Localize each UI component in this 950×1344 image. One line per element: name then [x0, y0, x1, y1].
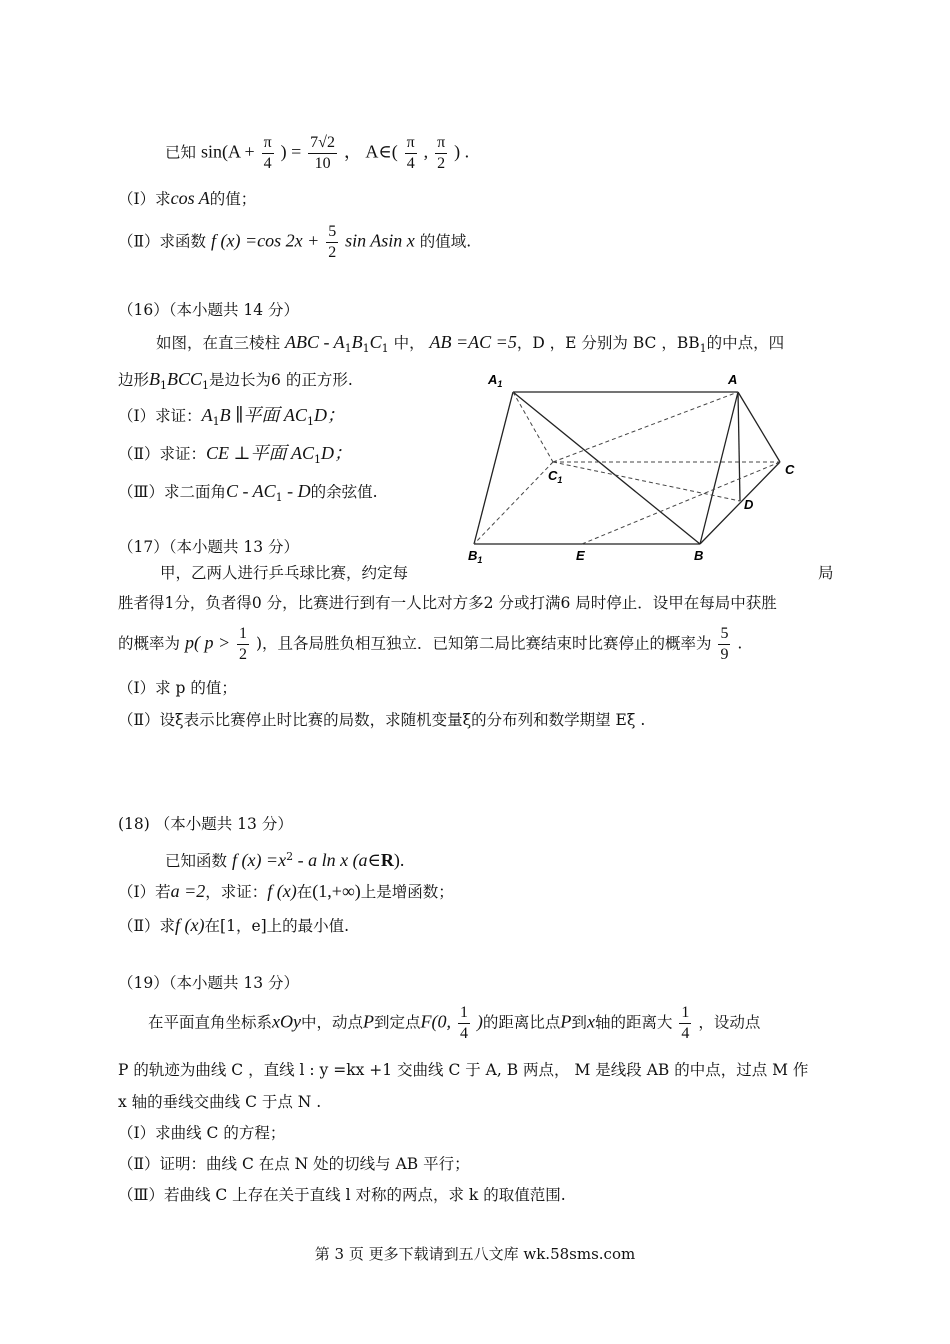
fraction: $\frac{1}{4}$ — [681, 1004, 690, 1042]
fraction: $\frac{5}{9}$ — [720, 625, 729, 663]
q17-line1-end: 局 — [818, 564, 834, 582]
q17-line2: 胜者得1分，负者得0 分，比赛进行到有一人比对方多2 分或打满6 局时停止．设甲在每局中获胜 — [118, 594, 777, 612]
q16-header: （16）（本小题共 14 分） — [118, 301, 300, 319]
edge-a-c — [738, 392, 780, 462]
q17-line3: 的概率为 p( p > $\frac{1}{2}$ )，且各局胜负相互独立．已知第二局比赛结束时比赛停止的概率为 $\frac{5}{9}$ . — [118, 625, 743, 663]
label-b1: $B_1$ — [468, 548, 483, 565]
q16-part-iii: （Ⅲ）求二面角C - $AC_1$ - D的余弦值. — [118, 481, 378, 505]
fraction: $\frac{\pi}{2}$ — [437, 134, 446, 172]
fraction: $\frac{5}{2}$ — [328, 223, 337, 261]
label-a1: $A_1$ — [488, 372, 503, 389]
q19-part-i: （Ⅰ）求曲线 C 的方程； — [118, 1124, 286, 1142]
q16-line1: 如图，在直三棱柱 ABC - $A_1B_1C_1$ 中， AB =AC =5，D ，E 分别为 BC ，$BB_1$的中点，四 — [156, 332, 785, 356]
q18-part-i: （Ⅰ）若a =2，求证：f (x)在(1,+∞)上是增函数； — [118, 881, 454, 901]
edge-c1-d — [553, 462, 740, 501]
label-c: C — [785, 462, 795, 477]
page-footer: 第 3 页 更多下载请到五八文库 wk.58sms.com — [314, 1245, 636, 1263]
q19-line2: P 的轨迹为曲线 C ，直线 l : y =kx +1 交曲线 C 于 A, B 两点， M 是线段 AB 的中点，过点 M 作 — [118, 1061, 809, 1079]
q15-part-ii: （Ⅱ）求函数 f (x) =cos 2x + $\frac{5}{2}$ sin Asin x 的值域. — [118, 223, 472, 261]
fraction: $\frac{1}{2}$ — [239, 625, 248, 663]
q18-line1: 已知函数 f $(x) =x^2 - a$ ln x (a∈R). — [165, 850, 405, 871]
edge-c1-b1 — [474, 462, 553, 544]
q18-header: (18) （本小题共 13 分） — [118, 815, 293, 833]
label-c1: $C_1$ — [548, 468, 563, 485]
q15-part-i: （Ⅰ）求cos A的值； — [118, 188, 257, 208]
edge-a1-b1 — [474, 392, 513, 544]
prism-figure — [460, 368, 820, 568]
label-e: E — [576, 548, 585, 563]
fraction: $\frac{7√2}{10}$ — [310, 134, 335, 172]
q16-part-ii: （Ⅱ）求证：CE ⊥平面 $AC_1D$； — [118, 443, 352, 467]
fraction: $\frac{\pi}{4}$ — [406, 134, 415, 172]
label-a: A — [728, 372, 738, 387]
edge-a-d — [738, 392, 740, 501]
label-d: D — [744, 497, 754, 512]
edge-a-b — [700, 392, 738, 544]
q17-part-ii: （Ⅱ）设ξ表示比赛停止时比赛的局数，求随机变量ξ的分布列和数学期望 Eξ . — [118, 711, 646, 729]
q16-part-i: （Ⅰ）求证：$A_1B$ ∥平面 $AC_1D$； — [118, 405, 345, 429]
q19-part-iii: （Ⅲ）若曲线 C 上存在关于直线 l 对称的两点，求 k 的取值范围. — [118, 1186, 566, 1204]
q17-line1: 甲，乙两人进行乒乓球比赛，约定每 — [160, 564, 409, 582]
edge-a1-b — [513, 392, 700, 544]
q19-part-ii: （Ⅱ）证明：曲线 C 在点 N 处的切线与 AB 平行； — [118, 1155, 470, 1173]
q18-part-ii: （Ⅱ）求f (x)在[1，e]上的最小值. — [118, 915, 350, 935]
q16-line2: 边形$B_1BCC_1$是边长为6 的正方形. — [118, 369, 353, 393]
fraction: $\frac{1}{4}$ — [459, 1004, 468, 1042]
label-b: B — [694, 548, 704, 563]
q19-line3: x 轴的垂线交曲线 C 于点 N . — [118, 1093, 322, 1111]
edge-a1-c1 — [513, 392, 553, 462]
q17-part-i: （Ⅰ）求 p 的值； — [118, 679, 237, 697]
fraction: $\frac{\pi}{4}$ — [263, 134, 272, 172]
q19-line1: 在平面直角坐标系xOy中，动点P到定点F(0, $\frac{1}{4}$ )的距离比点P到x轴的距离大 $\frac{1}{4}$ ，设动点 — [148, 1004, 761, 1042]
edge-c1-a — [553, 392, 738, 462]
q17-header: （17）（本小题共 13 分） — [118, 538, 300, 556]
q19-header: （19）（本小题共 13 分） — [118, 974, 300, 992]
q15-given: 已知 sin(A + $\frac{\pi}{4}$ ) = $\frac{7√2}{10}$ ， A∈( $\frac{\pi}{4}$ , $\frac{\pi}{2}$ ) . — [165, 134, 470, 172]
